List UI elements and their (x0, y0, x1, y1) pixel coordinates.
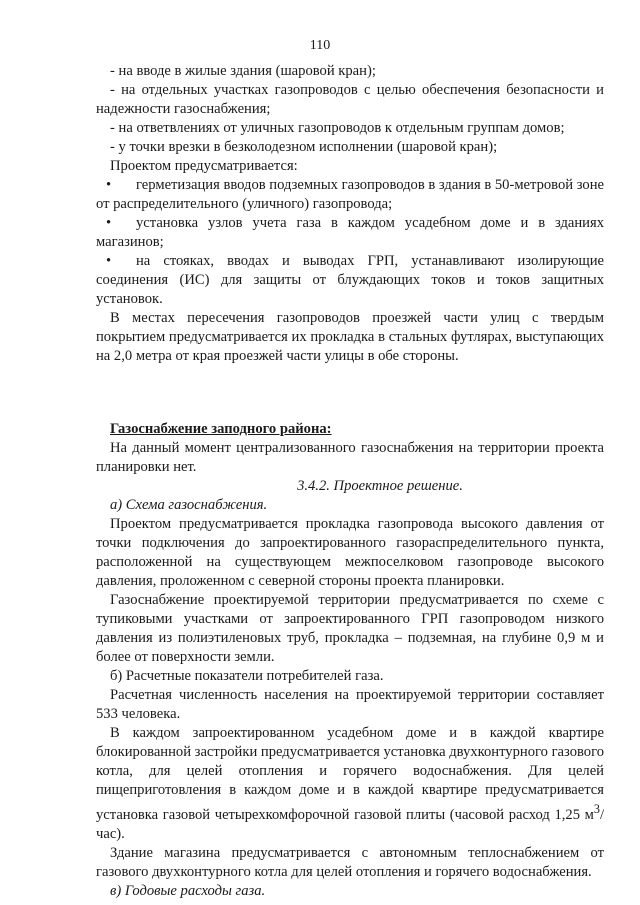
bullet-text: герметизация вводов подземных газопроводов в здания в 50-метровой зоне от распределительного (уличного) газопровода; (96, 177, 604, 212)
list-item: - у точки врезки в безколодезном исполнении (шаровой кран); (110, 139, 498, 155)
bullet-text: установка узлов учета газа в каждом усадебном доме и в зданиях магазинов; (96, 215, 604, 250)
scheme-heading: а) Схема газоснабжения. (110, 497, 268, 513)
subsection-title: 3.4.2. Проектное решение. (297, 478, 463, 494)
bullet-icon: • (106, 215, 112, 231)
houses-paragraph-unit: /час). (96, 806, 604, 842)
indicators-heading: б) Расчетные показатели потребителей газа. (110, 668, 384, 684)
shop-paragraph: Здание магазина предусматривается с автономным теплоснабжением от газового двухконтурного котла для целей отопления и горячего водоснабжения. (96, 844, 604, 880)
section-heading: Газоснабжение заподного района: (110, 421, 332, 437)
population-paragraph: Расчетная численность населения на проектируемой территории составляет 533 человека. (96, 687, 604, 722)
scheme-paragraph-1: Проектом предусматривается прокладка газопровода высокого давления от точки подключения до запроектированного газораспределительного пункта, расположенной на существующем межпоселковом газопроводе высокого давления, проложенном с северной стороны проекта планировки. (96, 516, 604, 589)
houses-paragraph (96, 724, 604, 844)
scheme-paragraph-2: Газоснабжение проектируемой территории предусматривается по схеме с тупиковыми участками от запроектированного ГРП газопроводом низкого давления из полиэтиленовых труб, прокладка – подземная, на глубине 0,9 м и более от поверхности земли. (96, 592, 604, 665)
page-number: 110 (309, 38, 331, 53)
bullet-item (96, 176, 604, 214)
bullet-text: на стояках, вводах и выводах ГРП, устанавливают изолирующие соединения (ИС) для защиты от блуждающих токов и токов защитных установок. (96, 253, 604, 307)
list-item: - на отдельных участках газопроводов с целью обеспечения безопасности и надежности газоснабжения; (96, 82, 604, 117)
bullet-item (96, 214, 604, 252)
cubic-superscript: 3 (593, 802, 600, 816)
bullet-icon: • (106, 177, 112, 193)
section-spacer (96, 366, 604, 420)
list-item: - на вводе в жилые здания (шаровой кран); (110, 63, 376, 79)
crossing-paragraph: В местах пересечения газопроводов проезжей части улиц с твердым покрытием предусматривается их прокладка в стальных футлярах, выступающих на 2,0 метра от края проезжей части улицы в обе стороны. (96, 310, 604, 364)
bullet-item (96, 252, 604, 309)
houses-paragraph-text: В каждом запроектированном усадебном доме и в каждой квартире блокированной застройки предусматривается установка двухконтурного газового котла, для целей отопления и горячего водоснабжения. Для целей пищеприготовления в каждом доме и в каждой квартире предусматривается установка газовой четырехкомфорочной газовой плиты (часовой расход 1,25 м (96, 725, 605, 823)
bullet-icon: • (106, 253, 112, 269)
list-item: - на ответвлениях от уличных газопроводов к отдельным группам домов; (110, 120, 565, 136)
annual-heading: в) Годовые расходы газа. (110, 882, 266, 899)
provision-intro: Проектом предусматривается: (110, 158, 298, 174)
no-supply-paragraph: На данный момент централизованного газоснабжения на территории проекта планировки нет. (96, 440, 604, 475)
document-body (96, 62, 604, 901)
